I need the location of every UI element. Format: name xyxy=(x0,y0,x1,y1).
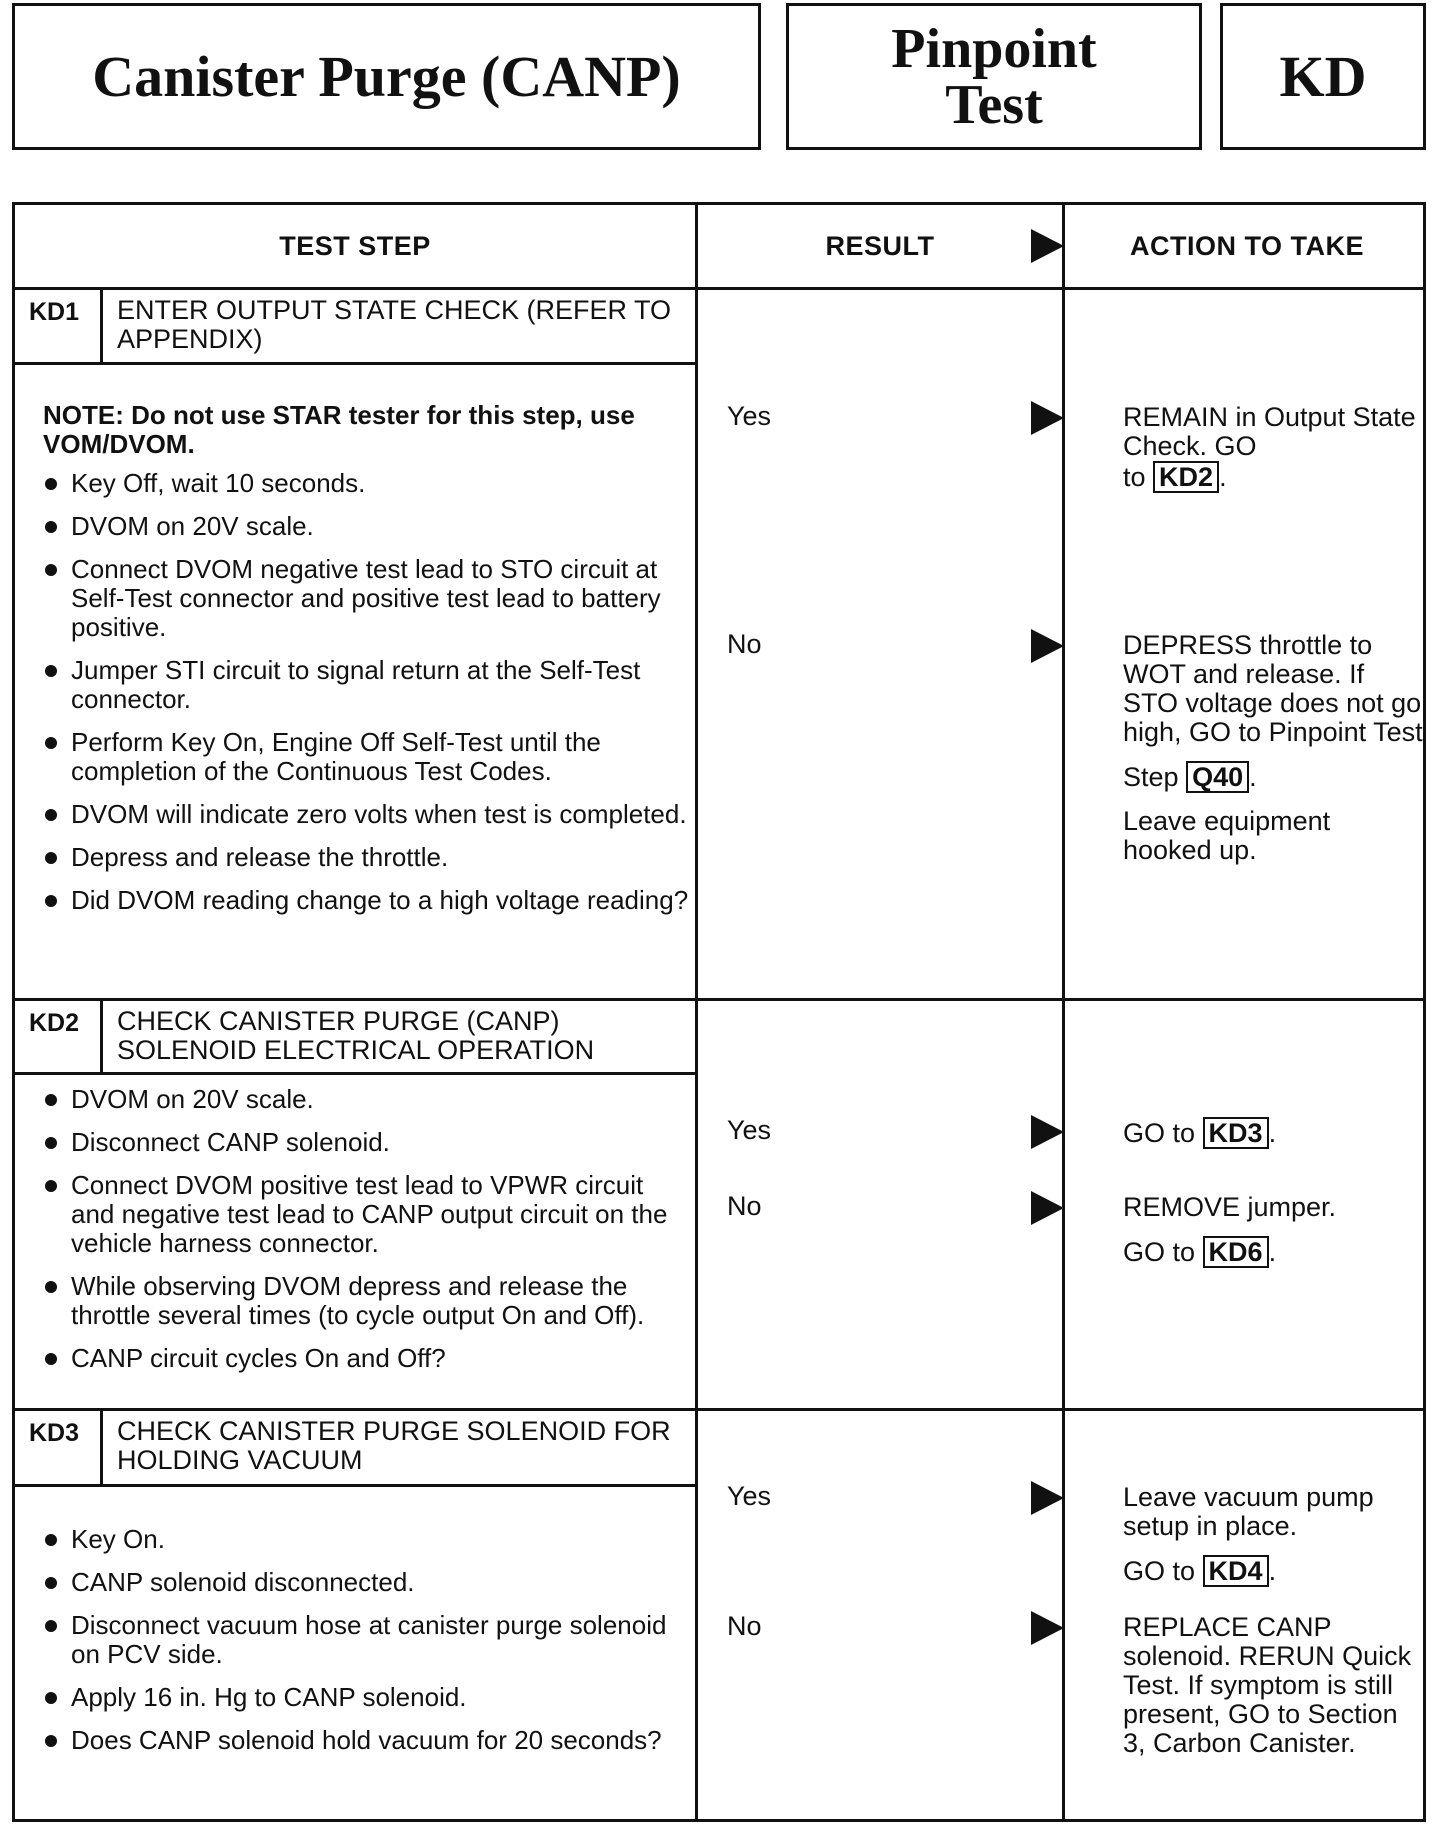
column-header-result: RESULT xyxy=(825,230,935,261)
action-kd2-no xyxy=(1123,1193,1423,1282)
action-suffix: . xyxy=(1268,1556,1277,1586)
result-arrow-icon xyxy=(1031,1611,1064,1645)
action-text: REMAIN in Output State Check. GO xyxy=(1123,402,1416,461)
step-bullet-list xyxy=(43,1525,693,1755)
list-item: CANP solenoid disconnected. xyxy=(43,1568,693,1597)
column-divider xyxy=(1062,205,1065,1819)
action-suffix: . xyxy=(1219,462,1227,492)
action-text: DEPRESS throttle to WOT and release. If STO voltage does not go high, GO to Pinpoint Test xyxy=(1123,630,1423,747)
result-label-no: No xyxy=(727,1611,762,1641)
test-code: KD xyxy=(1279,43,1367,109)
step-header-kd1 xyxy=(15,290,695,365)
step-body-kd2 xyxy=(43,1085,693,1387)
pinpoint-label-line2: Test xyxy=(945,73,1043,136)
list-item: Did DVOM reading change to a high voltage reading? xyxy=(43,886,693,915)
action-suffix: . xyxy=(1268,1118,1277,1148)
pinpoint-test-table xyxy=(12,202,1426,1822)
list-item: DVOM on 20V scale. xyxy=(43,512,693,541)
result-arrow-icon xyxy=(1031,1481,1064,1515)
list-item: CANP circuit cycles On and Off? xyxy=(43,1344,693,1373)
list-item: Jumper STI circuit to signal return at the Self-Test connector. xyxy=(43,656,693,714)
step-bullet-list xyxy=(43,469,693,915)
result-arrow-icon xyxy=(1031,229,1064,263)
step-id: KD3 xyxy=(15,1411,103,1484)
list-item: Does CANP solenoid hold vacuum for 20 seconds? xyxy=(43,1726,693,1755)
result-arrow-icon xyxy=(1031,1191,1064,1225)
result-label-no: No xyxy=(727,629,762,659)
list-item: DVOM will indicate zero volts when test is completed. xyxy=(43,800,693,829)
action-suffix: . xyxy=(1268,1237,1277,1267)
result-label-yes: Yes xyxy=(727,1481,772,1511)
result-label-yes: Yes xyxy=(727,1115,772,1145)
test-code-box xyxy=(1220,3,1426,150)
action-prefix: to xyxy=(1123,462,1146,492)
list-item: Depress and release the throttle. xyxy=(43,843,693,872)
action-kd1-no xyxy=(1123,631,1423,879)
action-kd3-no xyxy=(1123,1613,1423,1772)
step-ref-kd3[interactable]: KD3 xyxy=(1203,1117,1269,1149)
pinpoint-test-box xyxy=(786,3,1202,150)
list-item: Apply 16 in. Hg to CANP solenoid. xyxy=(43,1683,693,1712)
step-header-kd2 xyxy=(15,1001,695,1075)
result-label-no: No xyxy=(727,1191,762,1221)
step-ref-kd2[interactable]: KD2 xyxy=(1153,461,1219,493)
step-title: CHECK CANISTER PURGE (CANP) SOLENOID ELECTRICAL OPERATION xyxy=(117,1006,595,1065)
action-prefix: Step xyxy=(1123,762,1179,792)
action-kd3-yes xyxy=(1123,1483,1423,1601)
pinpoint-label-line1: Pinpoint xyxy=(891,17,1097,80)
step-id: KD2 xyxy=(15,1001,103,1072)
action-kd2-yes xyxy=(1123,1117,1423,1163)
action-extra: Leave equipment hooked up. xyxy=(1123,806,1331,865)
list-item: Disconnect vacuum hose at canister purge solenoid on PCV side. xyxy=(43,1611,693,1669)
result-arrow-icon xyxy=(1031,401,1064,435)
step-header-kd3 xyxy=(15,1411,695,1487)
list-item: Connect DVOM negative test lead to STO circuit at Self-Test connector and positive test lead to battery positive. xyxy=(43,555,693,642)
action-text: REMOVE jumper. xyxy=(1123,1192,1337,1222)
column-header-action: ACTION TO TAKE xyxy=(1130,230,1364,261)
step-title: ENTER OUTPUT STATE CHECK (REFER TO APPENDIX) xyxy=(117,295,672,354)
action-text: Leave vacuum pump setup in place. xyxy=(1123,1482,1374,1541)
step-body-kd1 xyxy=(43,401,693,929)
step-bullet-list xyxy=(43,1085,693,1373)
column-divider xyxy=(695,205,698,1819)
column-header-test-step: TEST STEP xyxy=(279,230,431,261)
result-arrow-icon xyxy=(1031,629,1064,663)
step-id: KD1 xyxy=(15,290,103,362)
title-box xyxy=(12,3,761,150)
list-item: Key On. xyxy=(43,1525,693,1554)
step-ref-kd6[interactable]: KD6 xyxy=(1203,1236,1269,1268)
list-item: While observing DVOM depress and release the throttle several times (to cycle output On and Off). xyxy=(43,1272,693,1330)
step-ref-q40[interactable]: Q40 xyxy=(1186,761,1249,793)
step-ref-kd4[interactable]: KD4 xyxy=(1203,1555,1269,1587)
step-title: CHECK CANISTER PURGE SOLENOID FOR HOLDING VACUUM xyxy=(117,1416,671,1475)
list-item: Key Off, wait 10 seconds. xyxy=(43,469,693,498)
action-suffix: . xyxy=(1249,762,1257,792)
action-prefix: GO to xyxy=(1123,1556,1196,1586)
action-prefix: GO to xyxy=(1123,1118,1196,1148)
list-item: Connect DVOM positive test lead to VPWR circuit and negative test lead to CANP output circuit on the vehicle harness connector. xyxy=(43,1171,693,1258)
list-item: Perform Key On, Engine Off Self-Test until the completion of the Continuous Test Codes. xyxy=(43,728,693,786)
action-text: REPLACE CANP solenoid. RERUN Quick Test. If symptom is still present, GO to Section 3, Carbon Canister. xyxy=(1123,1612,1412,1758)
action-prefix: GO to xyxy=(1123,1237,1196,1267)
step-body-kd3 xyxy=(43,1525,693,1769)
step-note: NOTE: Do not use STAR tester for this step, use VOM/DVOM. xyxy=(43,400,635,459)
list-item: Disconnect CANP solenoid. xyxy=(43,1128,693,1157)
list-item: DVOM on 20V scale. xyxy=(43,1085,693,1114)
result-label-yes: Yes xyxy=(727,401,772,431)
page-title: Canister Purge (CANP) xyxy=(92,43,681,109)
action-kd1-yes xyxy=(1123,403,1423,507)
result-arrow-icon xyxy=(1031,1115,1064,1149)
